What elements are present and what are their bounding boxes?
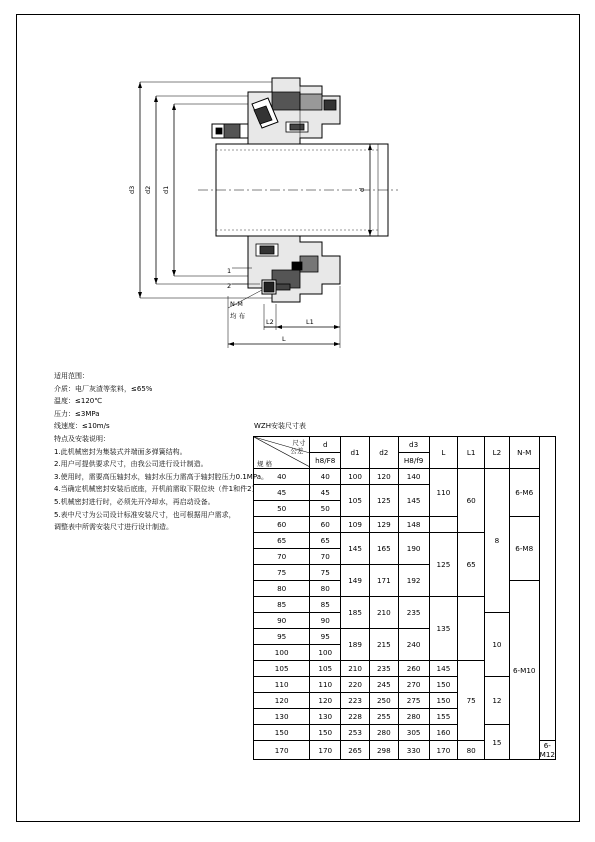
cell-d1: 105 (341, 485, 370, 517)
cell-L: 110 (429, 469, 458, 517)
cell-L-empty (429, 517, 458, 533)
cell-L1: 75 (458, 661, 485, 741)
cell-L: 170 (429, 741, 458, 760)
dim-d1-label: d1 (162, 185, 170, 194)
cell-d1: 228 (341, 709, 370, 725)
cell-d: 105 (310, 661, 341, 677)
cell-d2: 125 (369, 485, 398, 517)
cell-d3: 275 (398, 693, 429, 709)
cell-L1-empty (458, 597, 485, 661)
cell-spec: 170 (254, 741, 310, 760)
cell-L: 125 (429, 533, 458, 597)
col-header-L1: L1 (458, 437, 485, 469)
cell-d3: 240 (398, 629, 429, 661)
cell-d2: 215 (369, 629, 398, 661)
cell-spec: 60 (254, 517, 310, 533)
cell-NM: 6-M10 (509, 581, 539, 760)
cell-d1: 220 (341, 677, 370, 693)
cell-d: 45 (310, 485, 341, 501)
note-item: 1.此机械密封为集装式并端面多弹簧结构。 (54, 447, 187, 456)
cell-d3: 330 (398, 741, 429, 760)
cell-d2: 235 (369, 661, 398, 677)
dim-d2-label: d2 (144, 185, 152, 194)
cell-d: 85 (310, 597, 341, 613)
cell-d1: 100 (341, 469, 370, 485)
spec-block (54, 370, 268, 534)
corner-tolerance-label: 公差 (290, 447, 304, 455)
corner-spec-label: 规 格 (257, 460, 273, 468)
cell-spec: 75 (254, 565, 310, 581)
cell-spec: 105 (254, 661, 310, 677)
spec-title: 适用范围： (54, 372, 89, 380)
cell-d3: 190 (398, 533, 429, 565)
nm-sub-label: 均 布 (230, 312, 246, 320)
cell-spec: 70 (254, 549, 310, 565)
cell-spec: 80 (254, 581, 310, 597)
tolerance-d: h8/F8 (310, 453, 341, 469)
cell-d: 90 (310, 613, 341, 629)
cell-d3: 140 (398, 469, 429, 485)
cell-L: 160 (429, 725, 458, 741)
cell-L2: 12 (485, 677, 510, 725)
cell-d2: 255 (369, 709, 398, 725)
spec-speed: 线速度：≤10m/s (54, 422, 110, 431)
col-header-L: L (429, 437, 458, 469)
cell-d2: 120 (369, 469, 398, 485)
cell-d1: 253 (341, 725, 370, 741)
part-1-label: 1 (227, 267, 232, 275)
cell-d2: 129 (369, 517, 398, 533)
spec-temperature: 温度：≤120℃ (54, 397, 103, 406)
cell-NM: 6-M6 (509, 469, 539, 517)
cell-d3: 148 (398, 517, 429, 533)
cell-d: 170 (310, 741, 341, 760)
installation-size-table (253, 436, 556, 760)
cell-spec: 50 (254, 501, 310, 517)
dim-d-label: d (358, 187, 366, 192)
cell-L: 150 (429, 677, 458, 693)
cell-L2: 8 (485, 469, 510, 613)
cell-spec: 110 (254, 677, 310, 693)
cell-L1: 80 (458, 741, 485, 760)
cell-spec: 40 (254, 469, 310, 485)
cell-d1: 109 (341, 517, 370, 533)
cell-d2: 165 (369, 533, 398, 565)
cell-d2: 280 (369, 725, 398, 741)
cell-d: 110 (310, 677, 341, 693)
corner-size-label: 尺寸 (292, 439, 306, 447)
cell-d: 130 (310, 709, 341, 725)
cell-d: 60 (310, 517, 341, 533)
spec-medium: 介质：电厂灰渣等浆料，≤65% (54, 384, 153, 393)
cell-L: 150 (429, 693, 458, 709)
note-item: 5.机械密封进行时，必须先开冷却水，再启动设备。 (54, 497, 215, 506)
note-item: 3.使用时，需要高压轴封水，轴封水压力需高于轴封腔压力0.1MPa。 (54, 472, 269, 481)
cell-d3: 192 (398, 565, 429, 597)
cell-spec: 120 (254, 693, 310, 709)
cell-L2: 15 (485, 725, 510, 760)
cell-d1: 210 (341, 661, 370, 677)
seal-cross-section-drawing (0, 0, 595, 370)
cell-NM: 6-M8 (509, 517, 539, 581)
spec-pressure: 压力：≤3MPa (54, 409, 100, 418)
cell-d3: 260 (398, 661, 429, 677)
cell-d1: 265 (341, 741, 370, 760)
table-corner-cell (254, 437, 310, 469)
cell-d2: 210 (369, 597, 398, 629)
cell-d: 40 (310, 469, 341, 485)
cell-L1: 60 (458, 469, 485, 533)
cell-d: 75 (310, 565, 341, 581)
cell-d3: 305 (398, 725, 429, 741)
cell-d3: 235 (398, 597, 429, 629)
cell-d1: 223 (341, 693, 370, 709)
cell-spec: 45 (254, 485, 310, 501)
cell-d2: 250 (369, 693, 398, 709)
cell-d: 95 (310, 629, 341, 645)
cell-L: 135 (429, 597, 458, 661)
dim-L1-label: L1 (306, 318, 314, 326)
cell-spec: 130 (254, 709, 310, 725)
cell-L: 155 (429, 709, 458, 725)
cell-d3: 280 (398, 709, 429, 725)
dim-L2-label: L2 (266, 318, 274, 326)
cell-L2: 10 (485, 613, 510, 677)
cell-spec: 65 (254, 533, 310, 549)
note-item: 4.当确定机械密封安装后底座，开机前需取下限位块（件1和件2） (54, 485, 259, 494)
cell-d: 50 (310, 501, 341, 517)
cell-d2: 171 (369, 565, 398, 597)
dim-d3-label: d3 (128, 185, 136, 194)
note-item: 2.用户可提供要求尺寸，由我公司进行设计制造。 (54, 460, 208, 469)
cell-spec: 100 (254, 645, 310, 661)
cell-d: 150 (310, 725, 341, 741)
cell-d2: 245 (369, 677, 398, 693)
cell-d3: 270 (398, 677, 429, 693)
cell-d1: 145 (341, 533, 370, 565)
cell-d1: 189 (341, 629, 370, 661)
cell-L1: 65 (458, 533, 485, 597)
cell-d: 80 (310, 581, 341, 597)
col-header-d: d (310, 437, 341, 453)
col-header-L2: L2 (485, 437, 510, 469)
nm-label: N-M (230, 300, 243, 308)
col-header-d2: d2 (369, 437, 398, 469)
col-header-NM: N-M (509, 437, 539, 469)
cell-d: 100 (310, 645, 341, 661)
tolerance-d3: H8/f9 (398, 453, 429, 469)
col-header-d3: d3 (398, 437, 429, 453)
cell-d1: 185 (341, 597, 370, 629)
notes-title: 特点及安装说明： (54, 434, 110, 443)
note-item: 5.表中尺寸为公司设计标准安装尺寸，也可根据用户需求， (54, 510, 236, 519)
cell-spec: 90 (254, 613, 310, 629)
cell-d2: 298 (369, 741, 398, 760)
cell-NM: 6-M12 (539, 741, 556, 759)
cell-d: 70 (310, 549, 341, 565)
cell-d: 65 (310, 533, 341, 549)
dim-L-label: L (282, 335, 286, 343)
cell-d3: 145 (398, 485, 429, 517)
cell-d1: 149 (341, 565, 370, 597)
cell-spec: 95 (254, 629, 310, 645)
table-title: WZH安装尺寸表 (254, 422, 306, 430)
cell-spec: 85 (254, 597, 310, 613)
cell-d: 120 (310, 693, 341, 709)
note-item: 调整表中所需安装尺寸进行设计制造。 (54, 523, 173, 532)
part-2-label: 2 (227, 282, 232, 290)
cell-L: 145 (429, 661, 458, 677)
cell-spec: 150 (254, 725, 310, 741)
col-header-d1: d1 (341, 437, 370, 469)
